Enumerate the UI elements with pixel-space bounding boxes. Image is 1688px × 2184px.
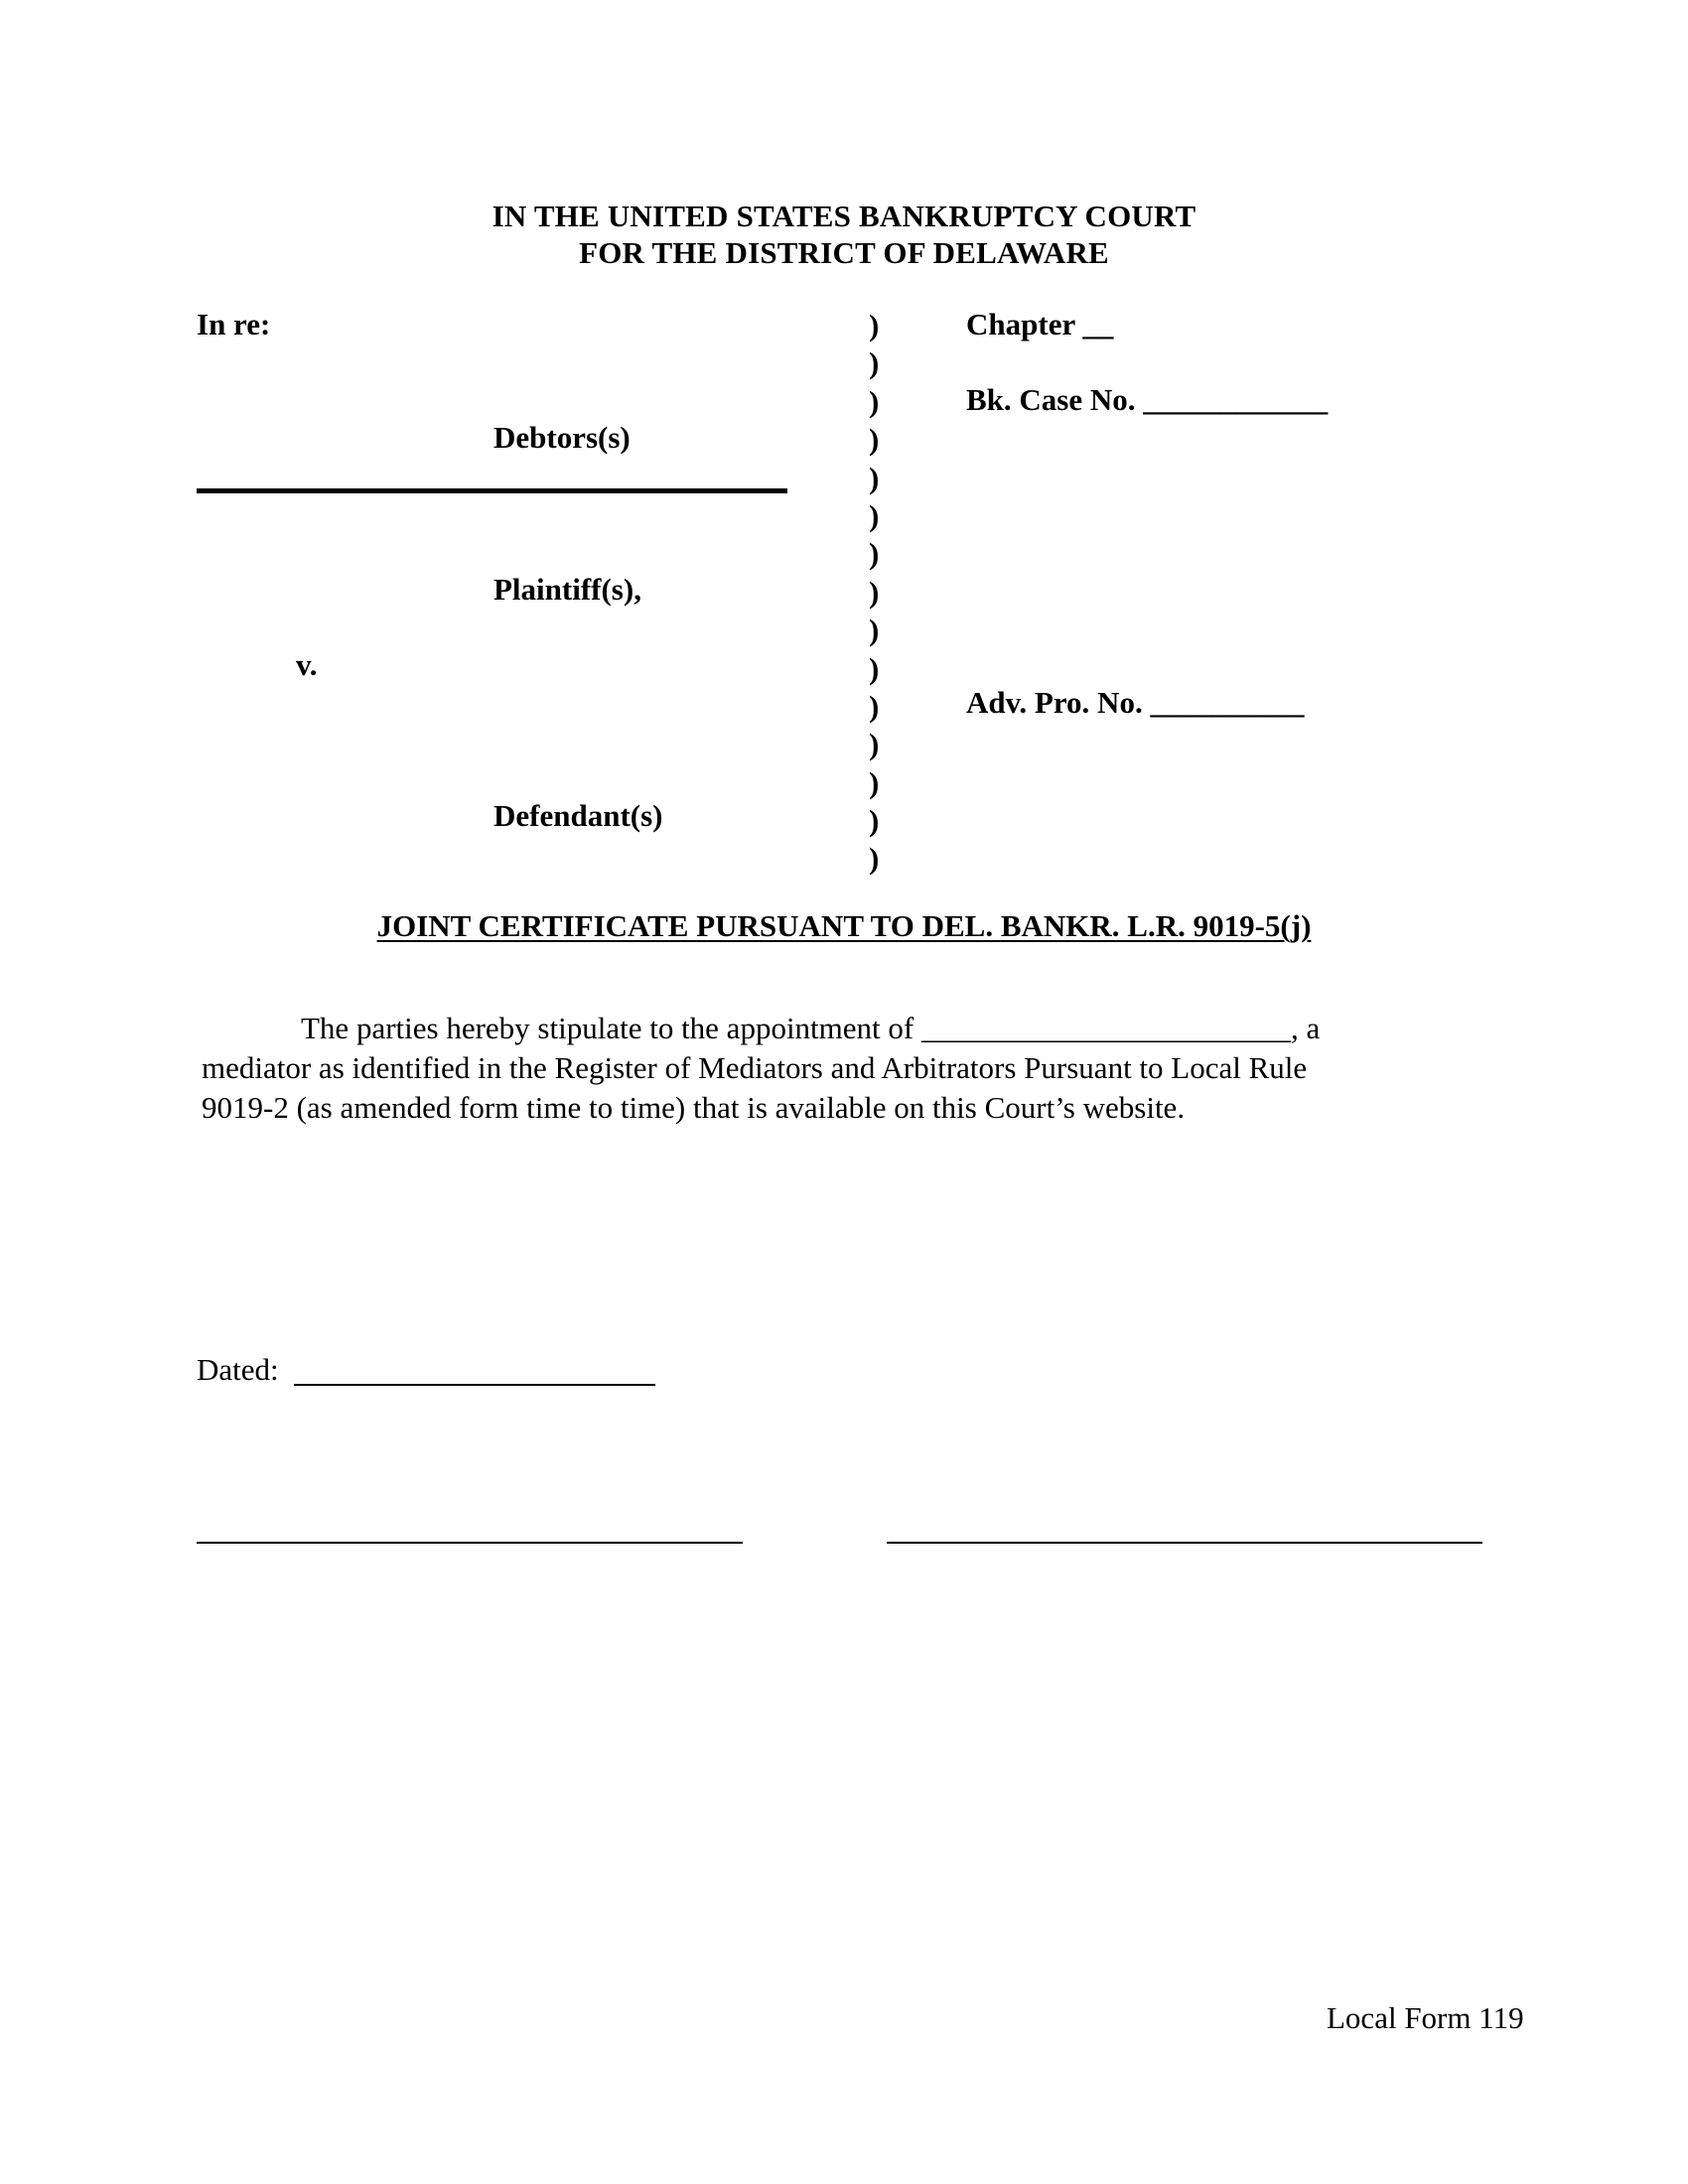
- caption-paren: ): [869, 764, 880, 800]
- plaintiffs-label: Plaintiff(s),: [493, 572, 641, 607]
- caption-paren: ): [869, 460, 880, 495]
- adv-pro-number-field[interactable]: Adv. Pro. No. __________: [966, 685, 1305, 720]
- body-line-3: 9019-2 (as amended form time to time) that is available on this Court’s website.: [202, 1090, 1186, 1125]
- in-re-label: In re:: [197, 307, 271, 341]
- dated-label: Dated:: [197, 1352, 279, 1387]
- court-name-line2: FOR THE DISTRICT OF DELAWARE: [579, 235, 1109, 270]
- caption-paren: ): [869, 574, 880, 610]
- caption-paren: ): [869, 613, 880, 648]
- document-title-text: JOINT CERTIFICATE PURSUANT TO DEL. BANKR. L.R. 9019-5(j): [376, 908, 1312, 943]
- caption-paren: ): [869, 383, 880, 419]
- bk-case-number-field[interactable]: Bk. Case No. ____________: [966, 382, 1329, 417]
- document-title: [0, 908, 1688, 944]
- caption-paren: ): [869, 727, 880, 762]
- caption-divider-rule: [197, 488, 787, 493]
- caption-paren: ): [869, 803, 880, 839]
- dated-input-line[interactable]: [294, 1384, 655, 1386]
- caption-paren: ): [869, 422, 880, 458]
- caption-paren: ): [869, 841, 880, 877]
- caption-paren: ): [869, 650, 880, 686]
- caption-paren: ): [869, 688, 880, 724]
- caption-paren: ): [869, 308, 880, 342]
- stipulation-paragraph: [202, 1009, 1413, 1128]
- court-name-line1: IN THE UNITED STATES BANKRUPTCY COURT: [492, 199, 1196, 233]
- body-line-2: mediator as identified in the Register of Mediators and Arbitrators Pursuant to Local Rule: [202, 1050, 1308, 1085]
- debtors-label: Debtors(s): [493, 420, 631, 455]
- signature-line-left[interactable]: [197, 1542, 743, 1544]
- signature-line-right[interactable]: [887, 1542, 1482, 1544]
- body-line-1: The parties hereby stipulate to the appointment of ________________________, a: [301, 1011, 1321, 1045]
- defendants-label: Defendant(s): [493, 798, 663, 833]
- local-form-label: Local Form 119: [1327, 2000, 1524, 2035]
- caption-paren: ): [869, 345, 880, 381]
- versus-label: v.: [296, 647, 318, 682]
- caption-paren-column: [869, 307, 879, 879]
- chapter-field[interactable]: Chapter __: [966, 307, 1114, 341]
- caption-paren: ): [869, 536, 880, 572]
- caption-paren: ): [869, 497, 880, 533]
